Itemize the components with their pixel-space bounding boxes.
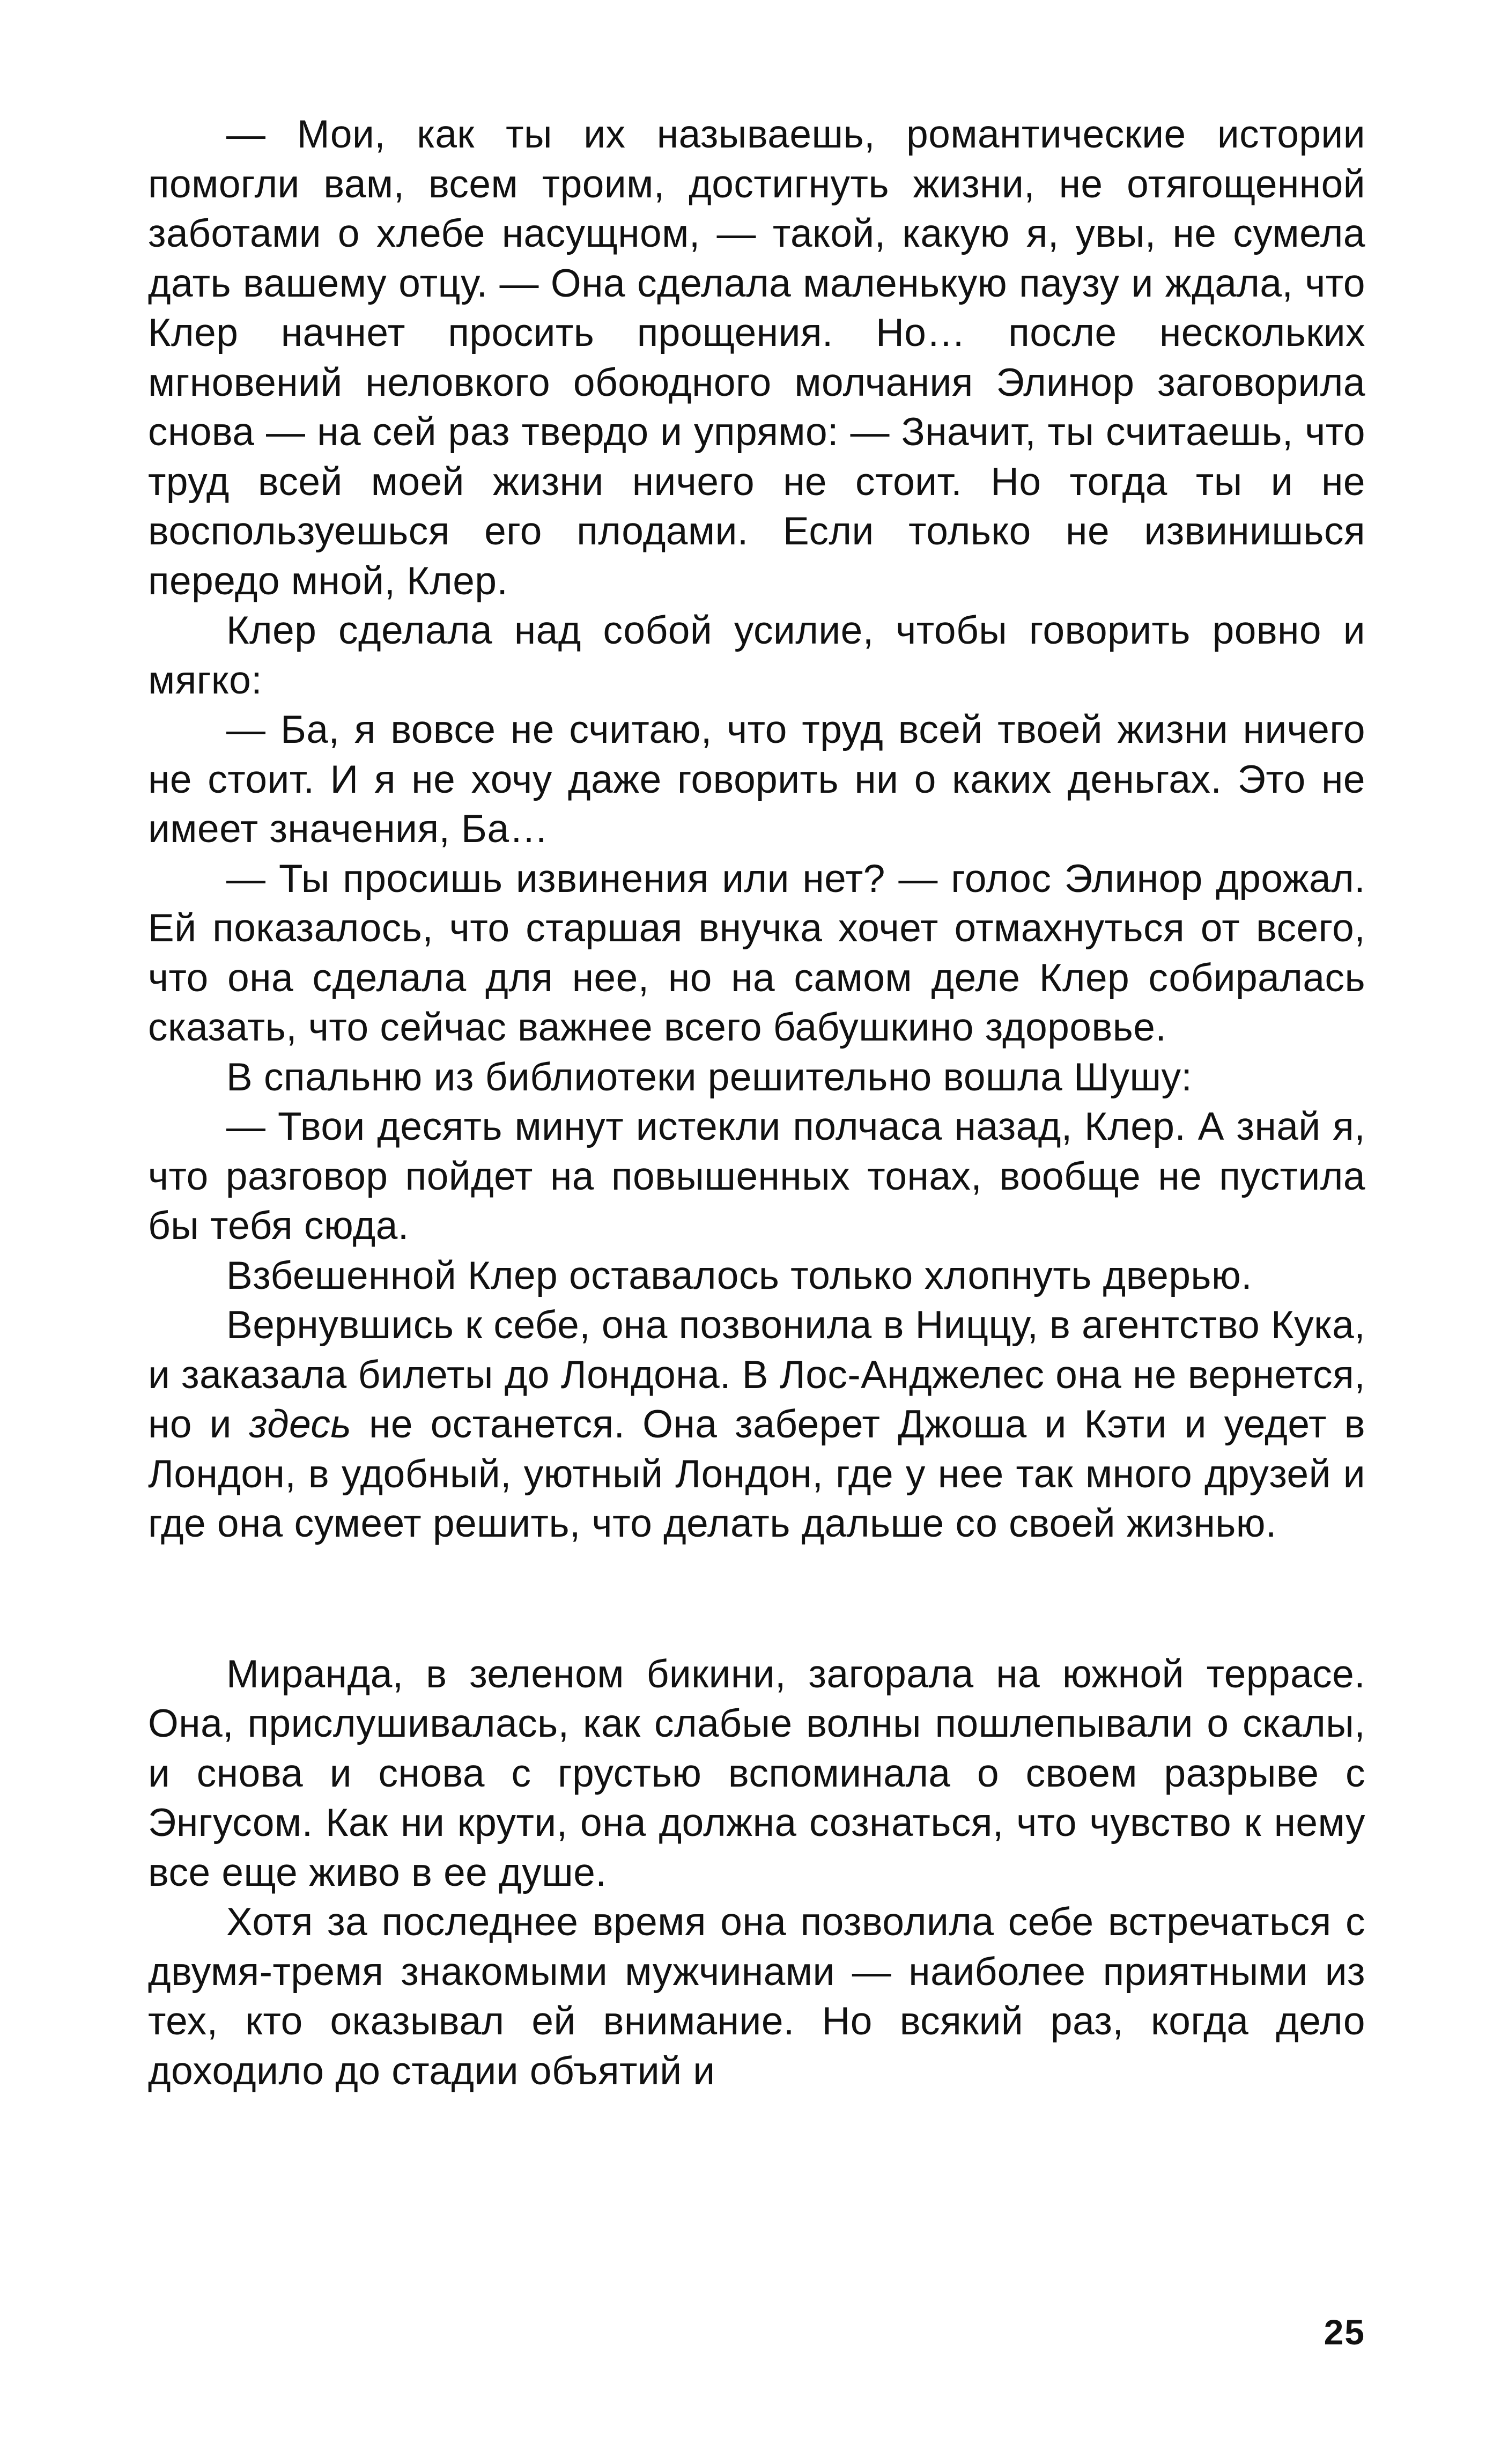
page-number: 25	[1324, 2312, 1365, 2352]
paragraph: Клер сделала над собой усилие, чтобы говорить ровно и мягко:	[148, 609, 1365, 702]
paragraph: Взбешенной Клер оставалось только хлопнуть дверью.	[226, 1253, 1252, 1297]
paragraph-with-italic	[148, 1301, 1365, 1549]
paragraph: — Мои, как ты их называешь, романтические истории помогли вам, всем троим, достигнуть жизни, не отягощенной заботами о хлебе насущном, — такой, какую я, увы, не сумела дать вашему отцу. — Она сделала маленькую паузу и ждала, что Клер начнет просить прощения. Но… после нескольких мгновений неловкого обоюдного молчания Элинор заговорила снова — на сей раз твердо и упрямо: — Значит, ты считаешь, что труд всей моей жизни ничего не стоит. Но тогда ты и не воспользуешься его плодами. Если только не извинишься передо мной, Клер.	[148, 113, 1365, 603]
paragraph: — Ты просишь извинения или нет? — голос Элинор дрожал. Ей показалось, что старшая внучка хочет отмахнуться от всего, что она сделала для нее, но на самом деле Клер собиралась сказать, что сейчас важнее всего бабушкино здоровье.	[148, 857, 1365, 1049]
page-body	[148, 110, 1365, 2096]
italic-word: здесь	[249, 1403, 352, 1446]
paragraph: Миранда, в зеленом бикини, загорала на южной террасе. Она, прислушивалась, как слабые волны пошлепывали о скалы, и снова и снова с грустью вспоминала о своем разрыве с Энгусом. Как ни крути, она должна сознаться, что чувство к нему все еще живо в ее душе.	[148, 1652, 1365, 1894]
section-break	[148, 1549, 1365, 1650]
paragraph: — Твои десять минут истекли полчаса назад, Клер. А знай я, что разговор пойдет на повышенных тонах, вообще не пустила бы тебя сюда.	[148, 1105, 1365, 1248]
paragraph: Хотя за последнее время она позволила себе встречаться с двумя-тремя знакомыми мужчинами — наиболее приятными из тех, кто оказывал ей внимание. Но всякий раз, когда дело доходило до стадии объятий и	[148, 1900, 1365, 2093]
paragraph: В спальню из библиотеки решительно вошла Шушу:	[226, 1055, 1193, 1099]
paragraph: — Ба, я вовсе не считаю, что труд всей твоей жизни ничего не стоит. И я не хочу даже говорить ни о каких деньгах. Это не имеет значения, Ба…	[148, 708, 1365, 851]
paragraph-text: Вернувшись к себе, она позвонила в Ниццу, в агентство Кука, и заказала билеты до Лондона. В Лос-Анджелес она не вернется, но и	[148, 1303, 1365, 1446]
paragraph-text: не останется. Она заберет Джоша и Кэти и уедет в Лондон, в удобный, уютный Лондон, где у нее так много друзей и где она сумеет решить, что делать дальше со своей жизнью.	[148, 1403, 1365, 1545]
